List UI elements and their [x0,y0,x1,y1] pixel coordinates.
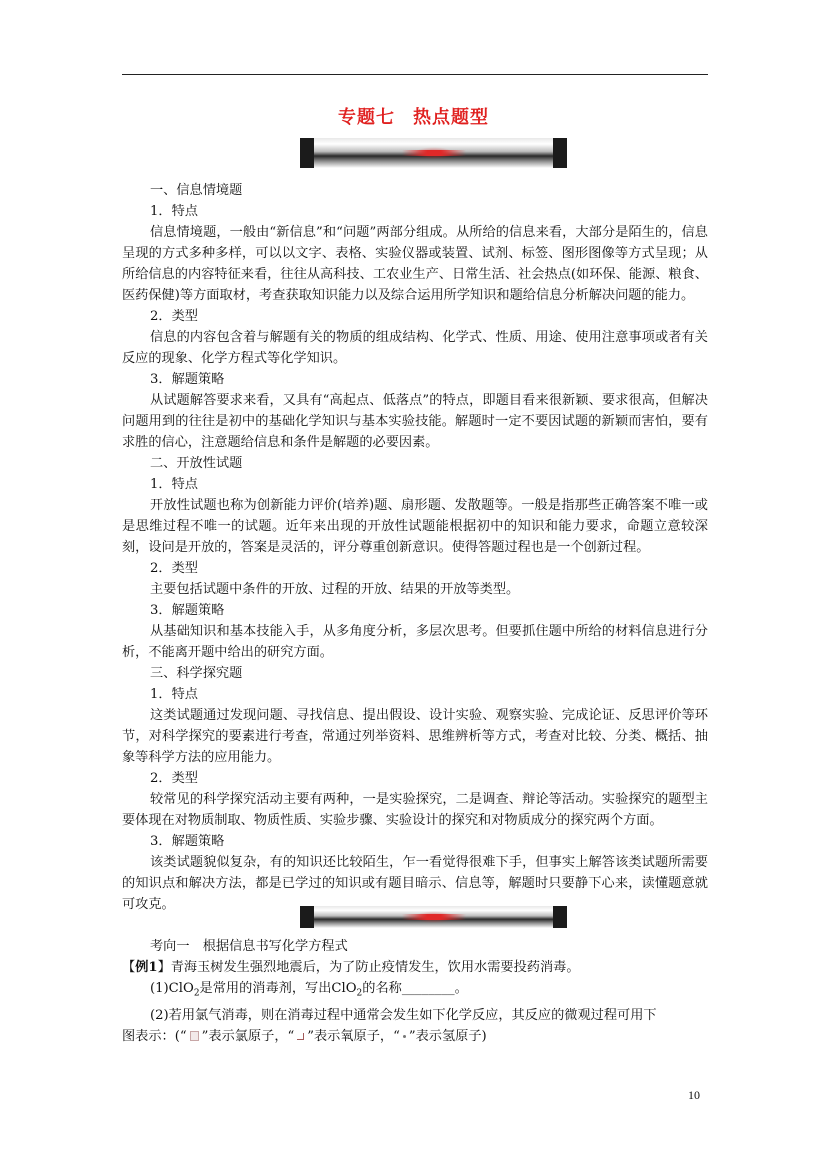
question-1 [122,978,708,1005]
chlorine-atom-icon [190,1031,199,1041]
title-topic: 专题七 [338,107,395,128]
legend-text: ”表示氯原子，“ [201,1028,295,1044]
subsection-label: 1．特点 [150,687,198,702]
oxygen-atom-icon [297,1033,304,1040]
legend-text: 图表示：(“ [122,1028,187,1044]
page-number: 10 [688,1088,700,1102]
paragraph: 较常见的科学探究活动主要有两种，一是实验探究，二是调查、辩论等活动。实验探究的题型主要体现在对物质制取、物质性质、实验步骤、实验设计的探究和对物质成分的探究两个方面。 [122,792,708,828]
paragraph: 这类试题通过发现问题、寻找信息、提出假设、设计实验、观察实验、完成论证、反思评价等环节，对科学探究的要素进行考查，常通过列举资料、思维辨析等方式，考查对比较、分类、概括、抽象等科学方法的应用能力。 [122,708,708,765]
legend-text: ”表示氧原子，“ [307,1028,400,1044]
q1-subscript: 2 [193,988,200,999]
subsection-label: 3．解题策略 [150,834,225,849]
q1-part: 的名称________。 [362,981,468,996]
legend-text: ”表示氢原子) [408,1028,487,1044]
q1-part: 是常用的消毒剂，写出ClO [199,981,357,996]
section-heading: 三、科学探究题 [150,666,243,681]
subsection-label: 3．解题策略 [150,603,225,618]
subsection-label: 2．类型 [150,771,198,786]
paragraph: 从基础知识和基本技能入手，从多角度分析，多层次思考。但要抓住题中所给的材料信息进行分析，不能离开题中给出的研究方面。 [122,624,708,660]
example-bracket-open: 【 [122,960,136,975]
question-2: (2)若用氯气消毒，则在消毒过程中通常会发生如下化学反应，其反应的微观过程可用下 [150,1007,657,1023]
section-heading: 二、开放性试题 [150,456,243,471]
paragraph: 从试题解答要求来看，又具有“高起点、低落点”的特点，即题目看来很新颖、要求很高，但解决问题用到的往往是初中的基础化学知识与基本实验技能。解题时一定不要因试题的新颖而害怕，要有求胜的信心，注意题给信息和条件是解题的必要因素。 [122,393,708,450]
subsection-label: 1．特点 [150,204,198,219]
example-stem [122,957,708,978]
decorative-divider-bottom [300,906,567,928]
example-stem-text: 青海玉树发生强烈地震后，为了防止疫情发生，饮用水需要投药消毒。 [170,960,580,975]
paragraph: 该类试题貌似复杂，有的知识还比较陌生，乍一看觉得很难下手，但事实上解答该类试题所需要的知识点和解决方法，都是已学过的知识或有题目暗示、信息等，解题时只要静下心来，读懂题意就可攻克。 [122,855,708,912]
paragraph: 信息的内容包含着与解题有关的物质的组成结构、化学式、性质、用途、使用注意事项或者有关反应的现象、化学方程式等化学知识。 [122,330,708,366]
example-tag: 例1 [135,960,158,975]
example-bracket-close: 】 [157,960,171,975]
decorative-divider-top [300,138,567,168]
example-direction: 考向一 根据信息书写化学方程式 [150,939,348,954]
main-body [122,180,708,915]
question-2-legend [122,1026,708,1047]
section-heading: 一、信息情境题 [150,183,243,198]
hydrogen-atom-icon [403,1035,406,1038]
subsection-label: 2．类型 [150,561,198,576]
header-rule [122,74,708,75]
subsection-label: 1．特点 [150,477,198,492]
q1-part: (1)ClO [150,981,194,996]
q1-subscript: 2 [356,988,363,999]
title-subject: 热点题型 [413,107,489,128]
paragraph: 主要包括试题中条件的开放、过程的开放、结果的开放等类型。 [150,582,520,597]
example-block [122,936,708,1047]
paragraph: 信息情境题，一般由“新信息”和“问题”两部分组成。从所给的信息来看，大部分是陌生的，信息呈现的方式多种多样，可以以文字、表格、实验仪器或装置、试剂、标签、图形图像等方式呈现；从所给信息的内容特征来看，往往从高科技、工农业生产、日常生活、社会热点(如环保、能源、粮食、医药保健)等方面取材，考查获取知识能力以及综合运用所学知识和题给信息分析解决问题的能力。 [122,225,708,303]
subsection-label: 2．类型 [150,309,198,324]
subsection-label: 3．解题策略 [150,372,225,387]
paragraph: 开放性试题也称为创新能力评价(培养)题、扇形题、发散题等。一般是指那些正确答案不唯一或是思维过程不唯一的试题。近年来出现的开放性试题能根据初中的知识和能力要求，命题立意较深刻，设问是开放的，答案是灵活的，评分尊重创新意识。使得答题过程也是一个创新过程。 [122,498,708,555]
page-title [0,103,827,129]
